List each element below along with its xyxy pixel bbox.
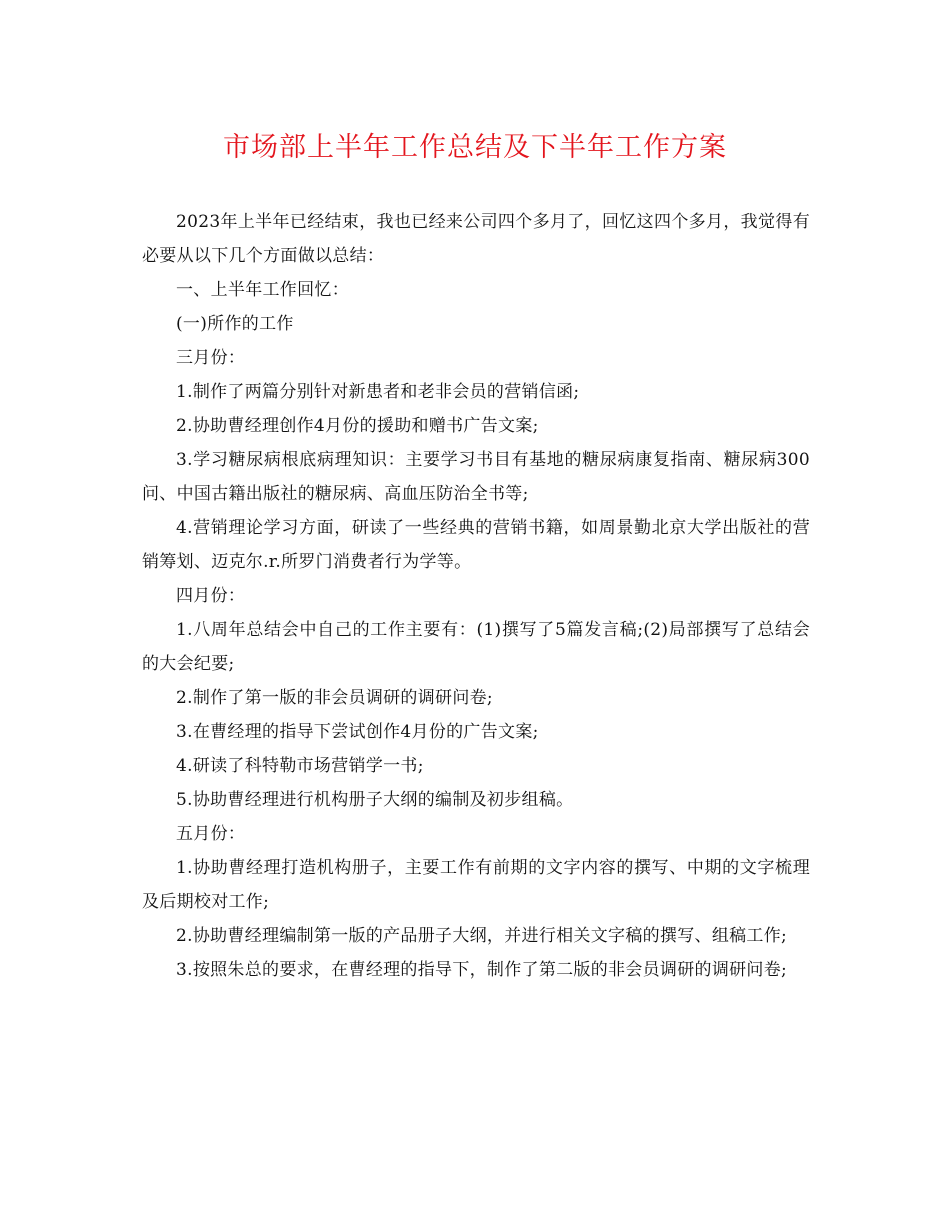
list-item: 1.八周年总结会中自己的工作主要有：(1)撰写了5篇发言稿;(2)局部撰写了总结会的大会纪要; [142,620,810,674]
list-item: 3.学习糖尿病根底病理知识：主要学习书目有基地的糖尿病康复指南、糖尿病300问、中国古籍出版社的糖尿病、高血压防治全书等; [142,450,810,504]
list-item: 2.协助曹经理创作4月份的援助和赠书广告文案; [176,416,539,436]
list-item: 1.制作了两篇分别针对新患者和老非会员的营销信函; [176,382,580,402]
list-item: 4.研读了科特勒市场营销学一书; [176,756,424,776]
list-item: 4.营销理论学习方面，研读了一些经典的营销书籍，如周景勤北京大学出版社的营销筹划、迈克尔.r.所罗门消费者行为学等。 [142,518,810,572]
month-heading-may: 五月份： [176,824,246,844]
paragraph-intro: 2023年上半年已经结束，我也已经来公司四个多月了，回忆这四个多月，我觉得有必要从以下几个方面做以总结： [142,212,810,266]
list-item: 3.按照朱总的要求，在曹经理的指导下，制作了第二版的非会员调研的调研问卷; [176,960,788,980]
list-item: 2.协助曹经理编制第一版的产品册子大纲，并进行相关文字稿的撰写、组稿工作; [176,926,788,946]
list-item: 1.协助曹经理打造机构册子，主要工作有前期的文字内容的撰写、中期的文字梳理及后期校对工作; [142,858,810,912]
list-item: 5.协助曹经理进行机构册子大纲的编制及初步组稿。 [176,790,574,810]
subsection-heading-work-done: (一)所作的工作 [176,314,294,334]
list-item: 2.制作了第一版的非会员调研的调研问卷; [176,688,493,708]
section-heading-review: 一、上半年工作回忆： [176,280,349,300]
document-body [142,205,810,987]
month-heading-march: 三月份： [176,348,246,368]
month-heading-april: 四月份： [176,586,246,606]
document-title: 市场部上半年工作总结及下半年工作方案 [223,132,727,163]
list-item: 3.在曹经理的指导下尝试创作4月份的广告文案; [176,722,539,742]
